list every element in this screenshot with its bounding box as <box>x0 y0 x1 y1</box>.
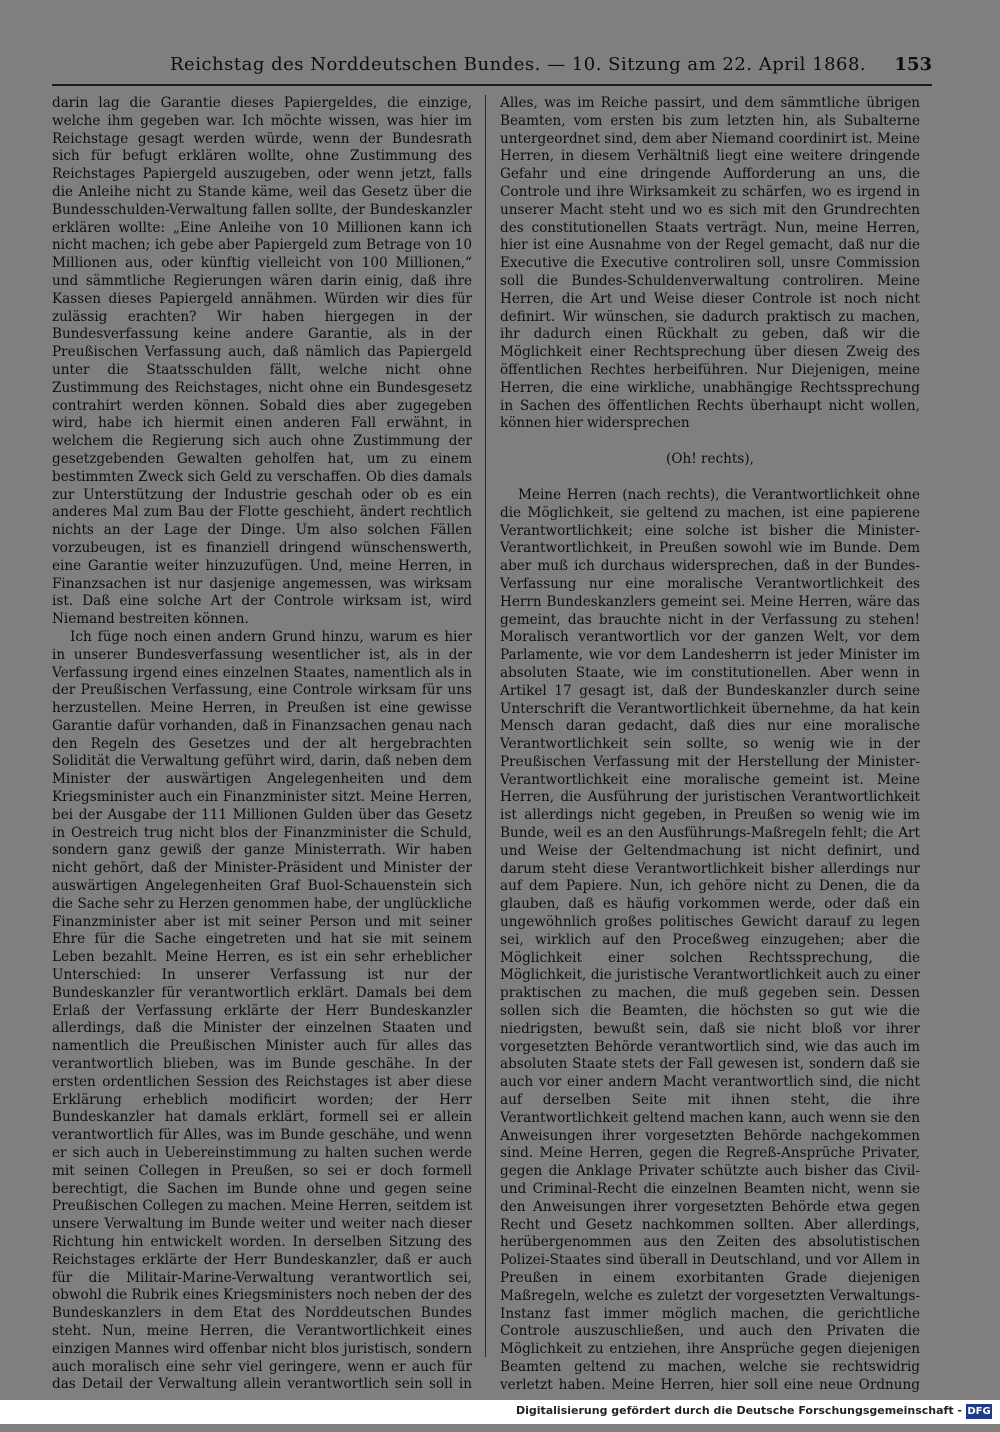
paragraph: Alles, was im Reiche passirt, und dem sämmtliche übrigen Beamten, vom ersten bis zum letzten hin, als Subalterne untergeordnet sind, dem aber Niemand coordinirt ist. Meine Herren, in diesem Verhältniß liegt eine weitere dringende Gefahr und eine dringende Aufforderung an uns, die Controle und ihre Wirksamkeit zu schärfen, wo es irgend in unserer Macht steht und wo es sich mit den Grundrechten des constitutionellen Staats verträgt. Nun, meine Herren, hier ist eine Ausnahme von der Regel gemacht, daß nur die Executive die Executive controliren soll, unsre Commission soll die Bundes-Schuldenverwaltung controliren. Meine Herren, die Art und Weise dieser Controle ist noch nicht definirt. Wir wünschen, sie dadurch praktisch zu machen, ihr dadurch einen Rückhalt zu geben, daß wir die Möglichkeit einer Rechtsprechung über diesen Zweig des öffentlichen Rechtes herbeiführen. Nur Diejenigen, meine Herren, die eine wirkliche, unabhängige Rechtssprechung in Sachen des öffentlichen Rechts überhaupt nicht wollen, können hier widersprechen <box>500 95 920 432</box>
left-column <box>52 95 472 1395</box>
paragraph: Ich füge noch einen andern Grund hinzu, warum es hier in unserer Bundesverfassung wesentlicher ist, als in der Verfassung irgend eines einzelnen Staates, namentlich als in der Preußischen Verfassung, eine Controle wirksam für uns herzustellen. Meine Herren, in Preußen ist eine gewisse Garantie dafür vorhanden, daß in Finanzsachen genau nach den Regeln des Gesetzes und der alt hergebrachten Solidität die Verwaltung geführt wird, darin, daß neben dem Minister der auswärtigen Angelegenheiten und dem Kriegsminister auch ein Finanzminister sitzt. Meine Herren, bei der Ausgabe der 111 Millionen Gulden über das Gesetz in Oestreich trug nicht blos der Finanzminister die Schuld, sondern ganz gewiß der ganze Ministerrath. Wir haben nicht gehört, daß der Minister-Präsident und Minister der auswärtigen Angelegenheiten Graf Buol-Schauenstein sich die Sache sehr zu Herzen genommen habe, der unglückliche Finanzminister aber ist mit seiner Person und mit seiner Ehre für die Sache eingetreten und hat sie mit seinem Leben bezahlt. Meine Herren, es ist ein sehr erheblicher Unterschied: In unserer Verfassung ist nur der Bundeskanzler für verantwortlich erklärt. Damals bei dem Erlaß der Verfassung erklärte der Herr Bundeskanzler allerdings, daß die Minister der einzelnen Staaten und namentlich die Preußischen Minister auch für alles das verantwortlich blieben, was im Bunde geschähe. In der ersten ordentlichen Session des Reichstages ist aber diese Erklärung erheblich modificirt worden; der Herr Bundeskanzler hat damals erklärt, formell sei er allein verantwortlich für Alles, was im Bunde geschähe, und wenn er sich auch in Uebereinstimmung zu halten suchen werde mit seinen Collegen in Preußen, so sei er doch formell berechtigt, die Sachen im Bunde ohne und gegen seine Preußischen Collegen zu machen. Meine Herren, seitdem ist unsere Verwaltung im Bunde weiter und weiter nach dieser Richtung hin entwickelt worden. In derselben Sitzung des Reichstages erklärte der Herr Bundeskanzler, daß er auch für die Militair-Marine-Verwaltung verantwortlich sei, obwohl die Rubrik eines Kriegsministers noch neben der des Bundeskanzlers in dem Etat des Norddeutschen Bundes steht. Nun, meine Herren, die Verantwortlichkeit eines einzigen Mannes wird offenbar nicht blos juristisch, sondern auch moralisch eine sehr viel geringere, wenn er auch für das Detail der Verwaltung allein verantwortlich sein soll in <box>52 628 472 1393</box>
dfg-logo: DFG <box>967 1406 991 1417</box>
paragraph: Meine Herren (nach rechts), die Verantwortlichkeit ohne die Möglichkeit, sie geltend zu machen, ist eine papierene Verantwortlichkeit; eine solche ist bisher die Minister-Verantwortlichkeit, in Preußen sowohl wie im Bunde. Dem aber muß ich durchaus widersprechen, daß in der Bundes-Verfassung nur eine moralische Verantwortlichkeit des Herrn Bundeskanzlers gemeint sei. Meine Herren, wäre das gemeint, das brauchte nicht in der Verfassung zu stehen! Moralisch verantwortlich vor der ganzen Welt, vor dem Parlamente, wie vor dem Landesherrn ist jeder Minister im absoluten Staate, wie im constitutionellen. Aber wenn in Artikel 17 gesagt ist, daß der Bundeskanzler durch seine Unterschrift die Verantwortlichkeit übernehme, da hat kein Mensch daran gedacht, daß dies nur eine moralische Verantwortlichkeit sein sollte, so wenig wie in der Preußischen Verfassung mit der Herstellung der Minister-Verantwortlichkeit eine moralische gemeint ist. Meine Herren, die Ausführung der juristischen Verantwortlichkeit ist allerdings nicht gegeben, in Preußen so wenig wie im Bunde, weil es an den Ausführungs-Maßregeln fehlt; die Art und Weise der Geltendmachung ist nicht definirt, und darum steht diese Verantwortlichkeit bisher allerdings nur auf dem Papiere. Nun, ich gehöre nicht zu Denen, die da glauben, daß es häufig vorkommen werde, oder daß ein ungewöhnlich großes politisches Gewicht darauf zu legen sei, wirklich auf den Proceßweg einzugehen; aber die Möglichkeit einer solchen Rechtssprechung, die Möglichkeit, die juristische Verantwortlichkeit auch zu einer praktischen zu machen, die muß gegeben sein. Dessen sollen sich die Beamten, die höchsten so gut wie die niedrigsten, bewußt sein, daß sie nicht bloß vor ihrer vorgesetzten Behörde verantwortlich sind, wie das auch im absoluten Staate stets der Fall gewesen ist, sondern daß sie auch vor einer andern Macht verantwortlich sind, die nicht auf derselben Seite mit ihnen steht, die ihre Verantwortlichkeit geltend machen kann, auch wenn sie den Anweisungen ihrer vorgesetzten Behörde nachgekommen sind. Meine Herren, gegen die Regreß-Ansprüche Privater, gegen die Anklage Privater schützte auch bisher das Civil- und Criminal-Recht die einzelnen Beamten nicht, wenn sie den Anweisungen ihrer vorgesetzten Behörde etwa gegen Recht und Gesetz nachkommen sollten. Aber allerdings, herübergenommen aus den Zeiten des absolutistischen Polizei-Staates sind überall in Deutschland, und vor Allem in Preußen in einem exorbitanten Grade diejenigen Maßregeln, welche es zuletzt der vorgesetzten Verwaltungs-Instanz fast immer möglich machen, die gerichtliche Controle auszuschließen, und auch den Privaten die Möglichkeit zu entziehen, ihre Ansprüche gegen diejenigen Beamten geltend zu machen, welche sie rechtswidrig verletzt haben. Meine Herren, hier soll eine neue Ordnung <box>500 486 920 1393</box>
page-header <box>52 52 932 86</box>
page-number: 153 <box>894 54 932 75</box>
interjection: (Oh! rechts), <box>666 451 754 468</box>
running-title: Reichstag des Norddeutschen Bundes. — 10. Sitzung am 22. April 1868. <box>170 54 867 75</box>
column-divider <box>485 95 486 1357</box>
right-column <box>500 95 920 1395</box>
digitization-footer <box>0 1400 1000 1424</box>
paragraph: darin lag die Garantie dieses Papiergeldes, die einzige, welche ihm gegeben war. Ich möchte wissen, was hier im Reichstage gesagt werden würde, wenn der Bundesrath sich für befugt erklären wollte, ohne Zustimmung des Reichstages Papiergeld auszugeben, oder wenn jetzt, falls die Anleihe nicht zu Stande käme, weil das Gesetz über die Bundesschulden-Verwaltung fallen sollte, der Bundeskanzler erklären wollte: „Eine Anleihe von 10 Millionen kann ich nicht machen; ich gebe aber Papiergeld zum Betrage von 10 Millionen aus, oder künftig vielleicht von 100 Millionen,“ und sämmtliche Regierungen wären darin einig, daß ihre Kassen dieses Papiergeld annähmen. Würden wir dies für zulässig erachten? Wir haben hiergegen in der Bundesverfassung keine andere Garantie, als in der Preußischen Verfassung auch, daß nämlich das Papiergeld unter die Staatsschulden fällt, welche nicht ohne Zustimmung des Reichstages, nicht ohne ein Bundesgesetz contrahirt werden können. Sobald dies aber zugegeben wird, habe ich hiermit einen anderen Fall erwähnt, in welchem die Regierung sich auch ohne Zustimmung der gesetzgebenden Gewalten geholfen hat, um zu einem bestimmten Zweck sich Geld zu verschaffen. Ob dies damals zur Unterstützung der Industrie geschah oder ob es ein anderes Mal zum Bau der Flotte geschieht, ändert rechtlich nichts an der Lage der Dinge. Um also solchen Fällen vorzubeugen, ist es finanziell dringend wünschenswerth, eine Garantie weiter hinzuzufügen. Und, meine Herren, in Finanzsachen ist nur dasjenige angemessen, was wirksam ist. Daß eine solche Art der Controle wirksam ist, wird Niemand bestreiten können. <box>52 95 472 628</box>
funding-credit: Digitalisierung gefördert durch die Deutsche Forschungsgemeinschaft - <box>515 1404 962 1417</box>
